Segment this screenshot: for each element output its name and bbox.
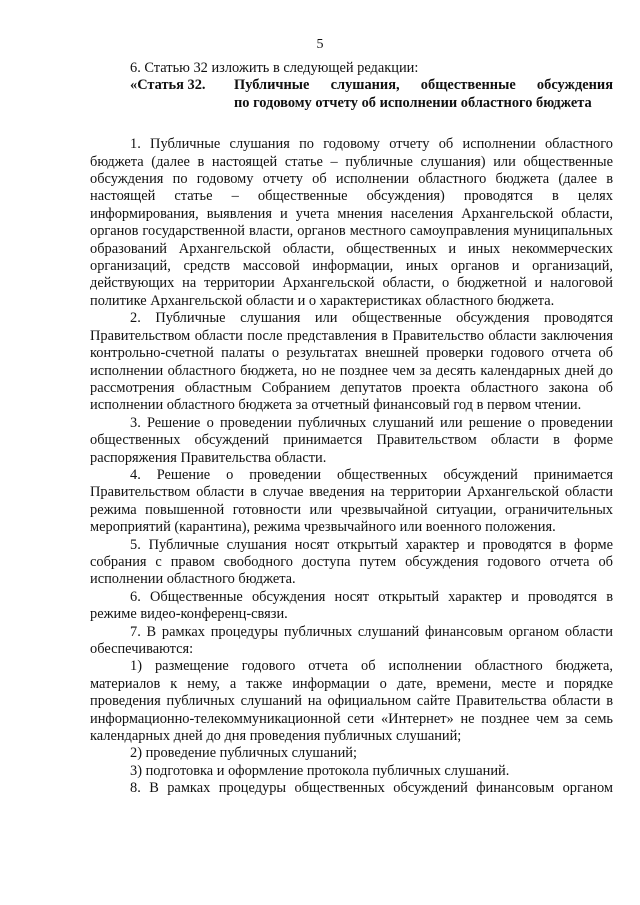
paragraph-7: 7. В рамках процедуры публичных слушаний финансовым органом области обеспечиваются: <box>90 623 613 657</box>
spacer <box>90 112 613 136</box>
article-title-line1: Публичные слушания, общественные обсуждения <box>234 77 613 94</box>
article-number: «Статья 32. <box>130 77 206 94</box>
paragraph-5: 5. Публичные слушания носят открытый характер и проводятся в форме собрания с правом свободного доступа путем обсуждения годового отчета об исполнении областного бюджета. <box>90 536 613 588</box>
paragraph-3: 3. Решение о проведении публичных слушаний или решение о проведении общественных обсуждений принимается Правительством области в форме распоряжения Правительства области. <box>90 414 613 466</box>
article-heading-line2 <box>90 95 613 112</box>
paragraph-1: 1. Публичные слушания по годовому отчету об исполнении областного бюджета (далее в настоящей статье – публичные слушания) или общественные обсуждения по годовому отчету об исполнении областного бюджета (далее в настоящей статье – общественные обсуждения) проводятся в целях информирования, выявления и учета мнения населения Архангельской области, органов государственной власти, органов местного самоуправления муниципальных образований Архангельской области, общественных и иных некоммерческих организаций, средств массовой информации, иных органов и организаций, действующих на территории Архангельской области, о бюджетной и налоговой политике Архангельской области и о характеристиках областного бюджета. <box>90 136 613 309</box>
article-number-spacer <box>90 95 234 112</box>
page-number: 5 <box>316 37 324 52</box>
article-heading <box>90 77 613 94</box>
list-item-2: 2) проведение публичных слушаний; <box>130 745 357 762</box>
intro-paragraph: 6. Статью 32 изложить в следующей редакции: <box>130 60 419 76</box>
paragraph-6: 6. Общественные обсуждения носят открытый характер и проводятся в режиме видео-конференц-связи. <box>90 588 613 623</box>
list-item-3: 3) подготовка и оформление протокола публичных слушаний. <box>130 762 510 779</box>
document-body <box>90 60 613 798</box>
paragraph-8: 8. В рамках процедуры общественных обсуждений финансовым органом <box>130 780 613 797</box>
article-title-line2: по годовому отчету об исполнении областного бюджета <box>234 94 592 111</box>
paragraph-2: 2. Публичные слушания или общественные обсуждения проводятся Правительством области после представления в Правительство области заключения контрольно-счетной палаты о результатах внешней проверки годового отчета об исполнении областного бюджета, но не позднее чем за десять календарных дней до рассмотрения областным Собранием депутатов проекта областного закона об исполнении областного бюджета за отчетный финансовый год в первом чтении. <box>90 310 613 414</box>
list-item-1: 1) размещение годового отчета об исполнении областного бюджета, материалов к нему, а также информации о дате, времени, месте и порядке проведения публичных слушаний на официальном сайте Правительства области в информационно-телекоммуникационной сети «Интернет» не позднее чем за семь календарных дней до дня проведения публичных слушаний; <box>90 658 613 745</box>
paragraph-4: 4. Решение о проведении общественных обсуждений принимается Правительством области в случае введения на территории Архангельской области режима повышенной готовности или чрезвычайной ситуации, ограничительных мероприятий (карантина), режима чрезвычайного или военного положения. <box>90 466 613 536</box>
